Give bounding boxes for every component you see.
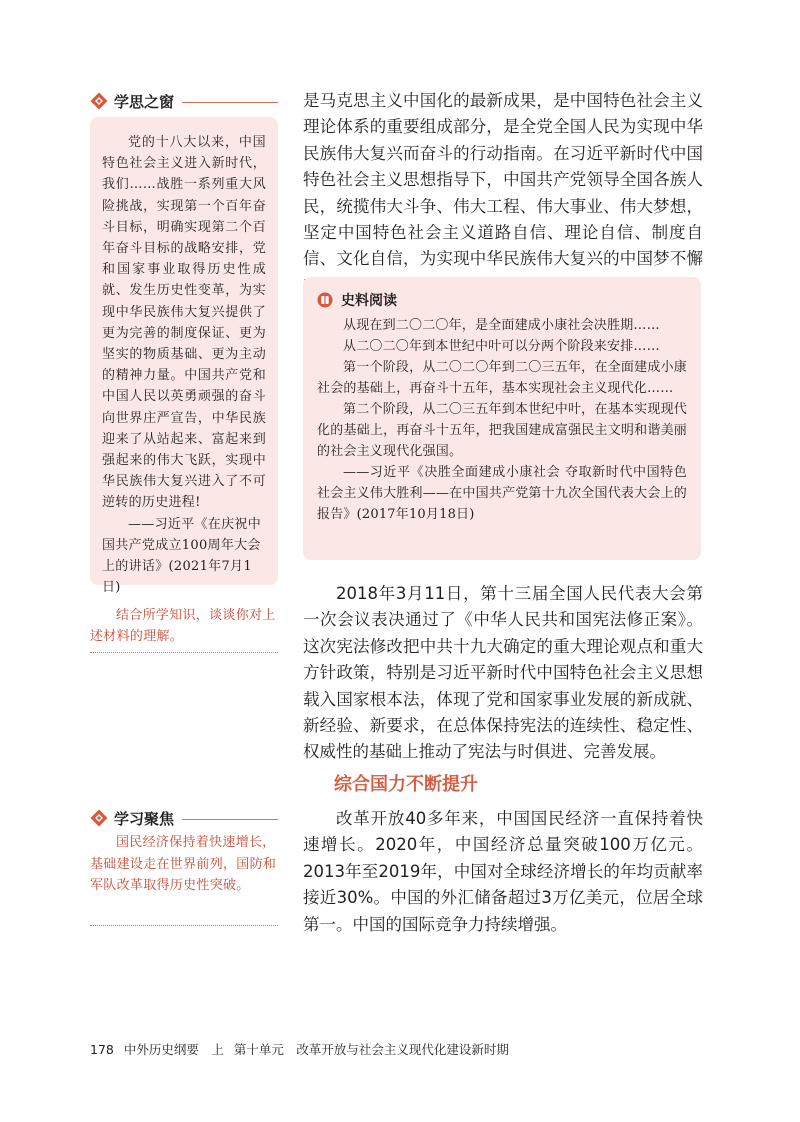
heading-rule: [182, 819, 278, 820]
source-reading-header: [317, 289, 687, 311]
heading-rule: [182, 102, 278, 103]
reflection-quote-box: [90, 117, 278, 596]
source-paragraph: 第二个阶段，从二〇三五年到本世纪中叶，在基本实现现代化的基础上，再奋斗十五年，把我国建成富强民主文明和谐美丽的社会主义现代化强国。: [317, 402, 687, 459]
body-paragraph-3: 改革开放40多年来，中国国民经济一直保持着快速增长。2020年，中国经济总量突破100万亿元。2013年至2019年，中国对全球经济增长的年均贡献率接近30%。中国的外汇储备超过3万亿美元，位居全球第一。中国的国际竞争力持续增强。: [303, 809, 703, 934]
diamond-logo-icon: [90, 92, 108, 110]
reflection-window-heading: [90, 91, 278, 111]
dotted-divider: [90, 652, 278, 653]
dotted-divider: [90, 925, 278, 926]
source-reading-title: 史料阅读: [341, 293, 397, 309]
source-paragraph: 从二〇二〇年到本世纪中叶可以分两个阶段来安排……: [343, 339, 660, 354]
book-icon: [317, 292, 333, 308]
source-reading-box: [303, 277, 701, 560]
unit-title: 第十单元 改革开放与社会主义现代化建设新时期: [233, 1042, 509, 1057]
diamond-logo-icon: [90, 809, 108, 827]
source-paragraph: 第一个阶段，从二〇二〇年到二〇三五年，在全面建成小康社会的基础上，再奋斗十五年，基本实现社会主义现代化……: [317, 360, 687, 396]
learning-focus-title: 学习聚焦: [114, 809, 175, 828]
page-footer: [90, 1040, 515, 1058]
learning-focus-heading: [90, 808, 278, 828]
body-paragraph-2: 2018年3月11日，第十三届全国人民代表大会第一次会议表决通过了《中华人民共和国宪法修正案》。这次宪法修改把中共十九大确定的重大理论观点和重大方针政策，特别是习近平新时代中国特色社会主义思想载入国家根本法，体现了党和国家事业发展的新成就、新经验、新要求，在总体保持宪法的连续性、稳定性、权威性的基础上推动了宪法与时俱进、完善发展。: [303, 584, 703, 762]
section-title: 综合国力不断提升: [334, 774, 478, 795]
reflection-question: 结合所学知识，谈谈你对上述材料的理解。: [90, 608, 276, 644]
reflection-quote: 党的十八大以来，中国特色社会主义进入新时代，我们……战胜一系列重大风险挑战，实现第一个百年奋斗目标，明确实现第二个百年奋斗目标的战略安排，党和国家事业取得历史性成就、发生历史性变革，为实现中华民族伟大复兴提供了更为完善的制度保证、更为坚实的物质基础、更为主动的精神力量。中国共产党和中国人民以英勇顽强的奋斗向世界庄严宣告，中华民族迎来了从站起来、富起来到强起来的伟大飞跃，实现中华民族伟大复兴进入了不可逆转的历史进程!: [102, 135, 266, 511]
page-number: 178: [90, 1042, 114, 1057]
reflection-quote-source: ——习近平《在庆祝中国共产党成立100周年大会上的讲话》(2021年7月1日): [102, 516, 261, 596]
book-title: 中外历史纲要 上: [123, 1042, 224, 1057]
source-citation: ——习近平《决胜全面建成小康社会 夺取新时代中国特色社会主义伟大胜利——在中国共产党第十九次全国代表大会上的报告》(2017年10月18日): [317, 465, 687, 522]
learning-focus-text: 国民经济保持着快速增长，基础建设走在世界前列，国防和军队改革取得历史性突破。: [90, 835, 277, 893]
reflection-window-title: 学思之窗: [114, 92, 175, 111]
source-paragraph: 从现在到二〇二〇年，是全面建成小康社会决胜期……: [343, 318, 660, 333]
body-paragraph-1: 是马克思主义中国化的最新成果，是中国特色社会主义理论体系的重要组成部分，是全党全国人民为实现中华民族伟大复兴而奋斗的行动指南。在习近平新时代中国特色社会主义思想指导下，中国共产党领导全国各族人民，统揽伟大斗争、伟大工程、伟大事业、伟大梦想，坚定中国特色社会主义道路自信、理论自信、制度自信、文化自信，为实现中华民族伟大复兴的中国梦不懈: [303, 91, 703, 269]
